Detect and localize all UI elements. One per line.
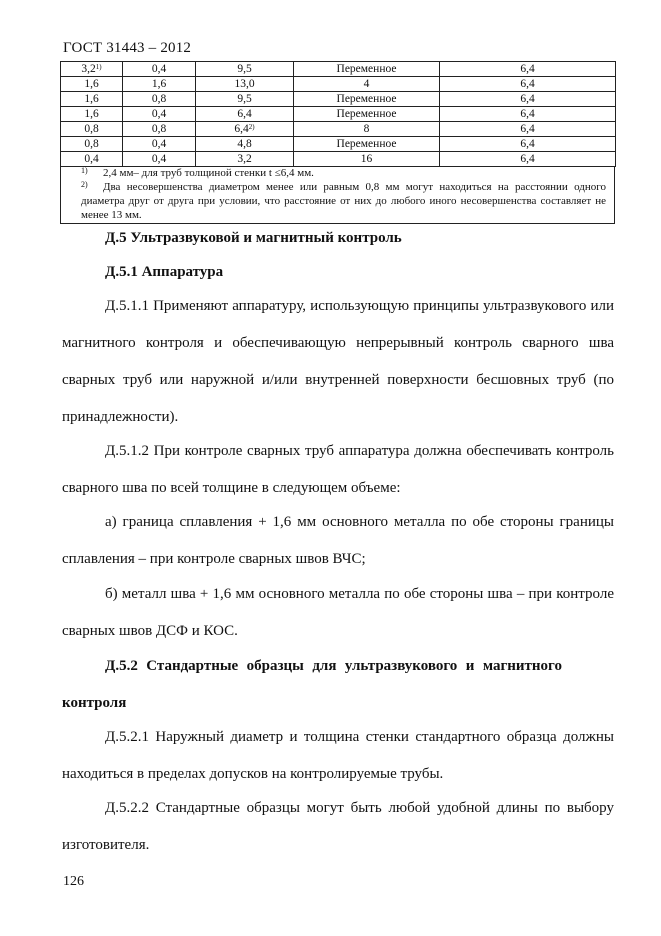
table-cell: Переменное — [294, 92, 440, 107]
table-row — [61, 122, 616, 137]
paragraph-d5-1-1: Д.5.1.1 Применяют аппаратуру, использующую принципы ультразвукового или магнитного контроля и обеспечивающую непрерывный контроль сварного шва сварных труб или наружной и/или внутренней поверхности бесшовных труб (по принадлежности). — [62, 298, 614, 425]
table-cell: 4 — [294, 77, 440, 92]
page-number: 126 — [63, 874, 84, 889]
table-cell: 6,4 — [440, 62, 616, 77]
note-marker: 2) — [81, 180, 88, 189]
table-cell: 6,4 — [440, 92, 616, 107]
table-cell: 6,4 — [440, 137, 616, 152]
table-cell: 0,8 — [61, 122, 123, 137]
table-cell: 6,4 — [440, 152, 616, 167]
table-cell: 0,8 — [61, 137, 123, 152]
table-cell: 1,6 — [123, 77, 196, 92]
table-cell: 16 — [294, 152, 440, 167]
document-header: ГОСТ 31443 – 2012 — [63, 40, 192, 56]
table-row — [61, 77, 616, 92]
table-cell: 0,4 — [61, 152, 123, 167]
table-row — [61, 92, 616, 107]
table-row — [61, 137, 616, 152]
section-heading-d5-2: Д.5.2 Стандартные образцы для ультразвукового и магнитного контроля — [62, 658, 562, 711]
table-cell: 3,2$^{1)}$ — [61, 62, 123, 77]
paragraph-d5-2-2: Д.5.2.2 Стандартные образцы могут быть любой удобной длины по выбору изготовителя. — [62, 800, 614, 853]
table-cell: 1,6 — [61, 92, 123, 107]
note-marker: 1) — [81, 166, 88, 175]
table-notes — [60, 166, 615, 224]
table-cell: 0,8 — [123, 122, 196, 137]
list-item-b: б) металл шва + 1,6 мм основного металла по обе стороны шва – при контроле сварных швов ДСФ и КОС. — [62, 586, 614, 639]
table-cell: Переменное — [294, 62, 440, 77]
table-cell: Переменное — [294, 107, 440, 122]
defects-table — [60, 61, 616, 167]
note-text: Два несовершенства диаметром менее или равным 0,8 мм могут находиться на расстоянии одного диаметра друг от друга при условии, что расстояние от них до любого иного несовершенства составляет не менее 13 мм. — [81, 181, 606, 221]
footnote-marker: 2) — [248, 122, 255, 131]
table-row — [61, 107, 616, 122]
table-cell: 0,4 — [123, 62, 196, 77]
table-cell: 8 — [294, 122, 440, 137]
table-cell: 6,4 — [440, 77, 616, 92]
table-cell: 13,0 — [196, 77, 294, 92]
paragraph-d5-2-1: Д.5.2.1 Наружный диаметр и толщина стенки стандартного образца должны находиться в пределах допусков на контролируемые трубы. — [62, 729, 614, 782]
table-note-1 — [81, 166, 606, 180]
table-note-2 — [81, 180, 606, 222]
paragraph-d5-1-2: Д.5.1.2 При контроле сварных труб аппаратура должна обеспечивать контроль сварного шва по всей толщине в следующем объеме: — [62, 443, 614, 496]
table-cell: 1,6 — [61, 77, 123, 92]
note-text: 2,4 мм– для труб толщиной стенки t ≤6,4 мм. — [103, 167, 314, 179]
table-cell: 0,4 — [123, 107, 196, 122]
table-cell: 0,8 — [123, 92, 196, 107]
table-cell: 0,4 — [123, 152, 196, 167]
table-row — [61, 62, 616, 77]
table-cell: 6,4 — [196, 107, 294, 122]
section-heading-d5: Д.5 Ультразвуковой и магнитный контроль — [105, 230, 402, 246]
table-cell: 0,4 — [123, 137, 196, 152]
section-heading-d5-1: Д.5.1 Аппаратура — [105, 264, 224, 280]
table-cell: 3,2 — [196, 152, 294, 167]
table-cell: 4,8 — [196, 137, 294, 152]
table-cell: 9,5 — [196, 92, 294, 107]
table-cell: 9,5 — [196, 62, 294, 77]
table-cell: 6,4 — [440, 107, 616, 122]
table-cell: 6,4$^{2)}$ — [196, 122, 294, 137]
table-cell: 6,4 — [440, 122, 616, 137]
table-cell: Переменное — [294, 137, 440, 152]
table-row — [61, 152, 616, 167]
table-cell: 1,6 — [61, 107, 123, 122]
list-item-a: а) граница сплавления + 1,6 мм основного металла по обе стороны границы сплавления – при контроле сварных швов ВЧС; — [62, 514, 614, 567]
footnote-marker: 1) — [95, 62, 102, 71]
